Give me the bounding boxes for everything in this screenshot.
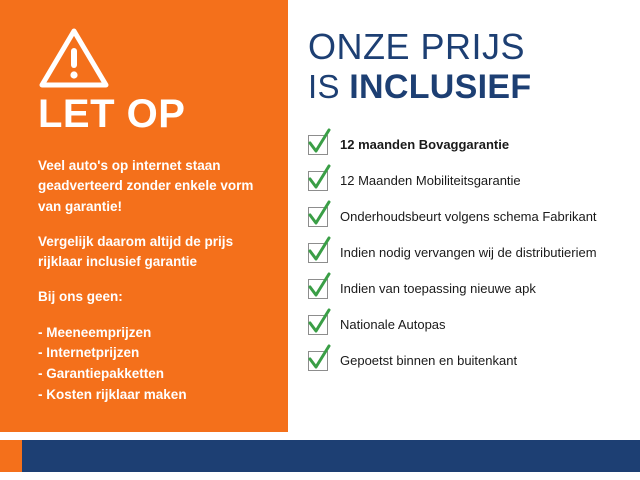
list-item-label: Indien nodig vervangen wij de distributieriem [340,245,597,261]
list-item [308,276,626,302]
list-item-label: 12 Maanden Mobiliteitsgarantie [340,173,521,189]
list-item [308,204,626,230]
checkmark-icon [308,171,328,191]
checkmark-icon [308,279,328,299]
footer-navy-stripe [0,440,640,472]
headline-line-1: ONZE PRIJS [308,26,526,67]
exclusion-list [38,323,266,407]
list-item [308,240,626,266]
checkmark-icon [308,243,328,263]
list-item [308,312,626,338]
included-items-list [308,132,626,374]
list-item [308,168,626,194]
warning-paragraph-3: Bij ons geen: [38,289,123,305]
headline-line-2 [308,69,626,106]
list-item-label: 12 maanden Bovaggarantie [340,137,510,153]
footer-bar [0,432,640,480]
warning-paragraph-2: Vergelijk daarom altijd de prijs rijklaar inclusief garantie [38,233,234,269]
inclusive-panel [288,0,640,432]
list-item-label: Nationale Autopas [340,317,446,333]
list-item: - Meeneemprijzen [38,324,152,340]
warning-paragraph-1: Veel auto's op internet staan geadverteerd zonder enkele vorm van garantie! [38,158,254,214]
headline [308,28,626,106]
list-item: - Kosten rijklaar maken [38,387,187,403]
warning-panel [0,0,288,432]
list-item [308,132,626,158]
warning-triangle-icon [38,26,110,90]
warning-body [38,156,266,406]
headline-line-2-prefix: IS [308,67,350,105]
checkmark-icon [308,351,328,371]
list-item [308,348,626,374]
list-item: - Garantiepakketten [38,366,165,382]
list-item-label: Indien van toepassing nieuwe apk [340,281,536,297]
list-item: - Internetprijzen [38,345,140,361]
footer-orange-accent [0,440,22,472]
list-item-label: Gepoetst binnen en buitenkant [340,353,518,369]
list-item-label: Onderhoudsbeurt volgens schema Fabrikant [340,209,597,225]
headline-line-2-emphasis: INCLUSIEF [349,67,532,106]
page-title: LET OP [38,92,186,136]
checkmark-icon [308,207,328,227]
checkmark-icon [308,315,328,335]
checkmark-icon [308,135,328,155]
